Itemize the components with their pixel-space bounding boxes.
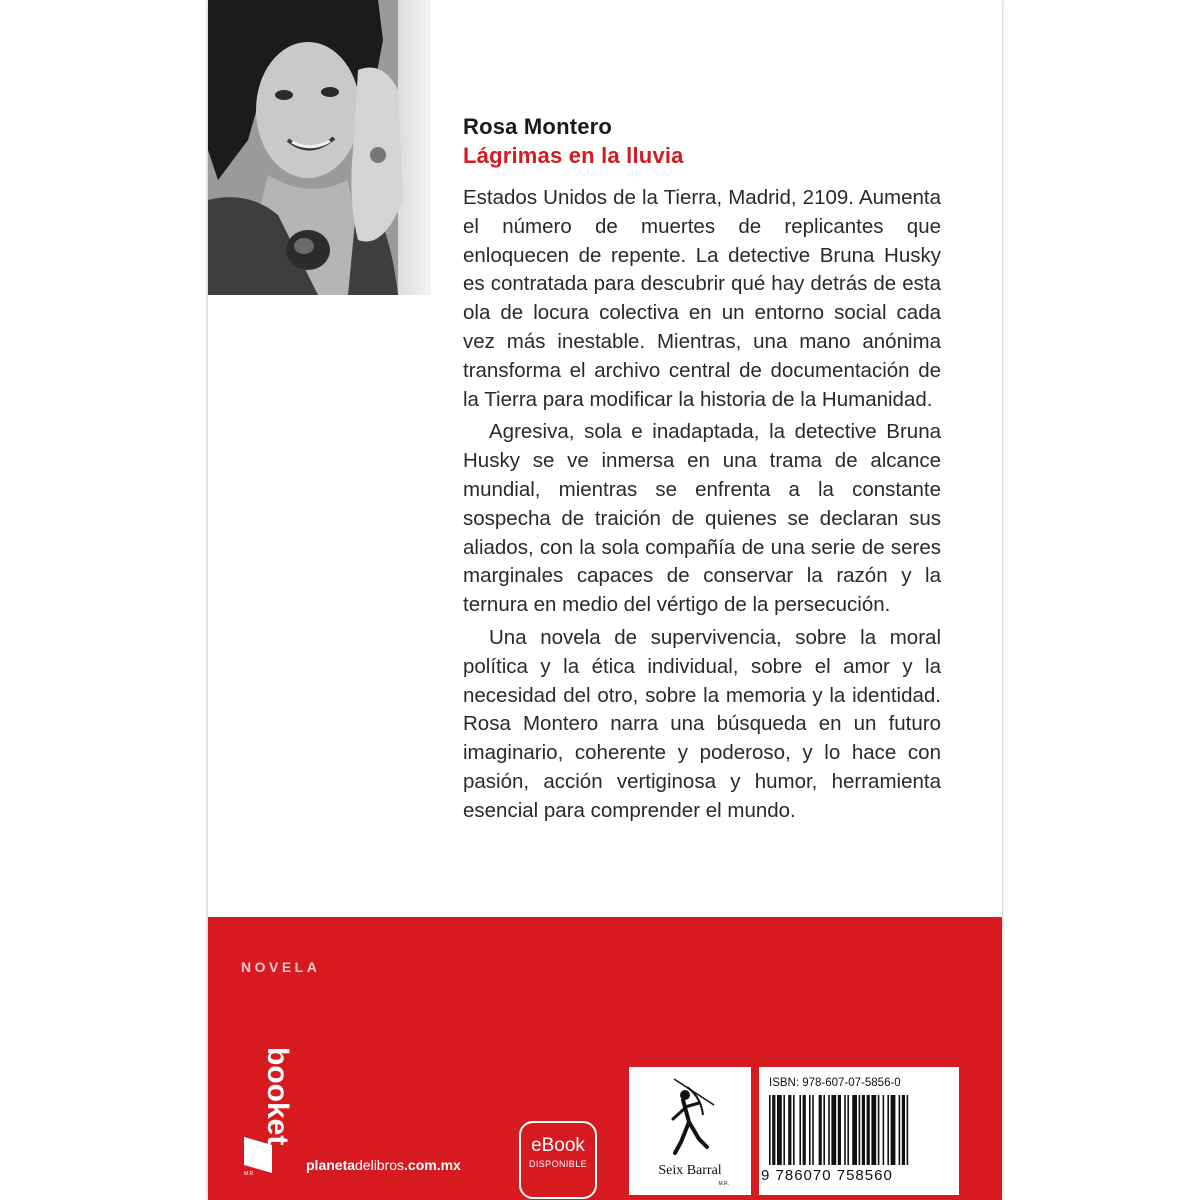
barcode-bar xyxy=(809,1095,811,1165)
barcode-bar xyxy=(899,1095,901,1165)
ebook-available-label: DISPONIBLE xyxy=(528,1159,588,1169)
barcode-bar xyxy=(852,1095,857,1165)
barcode-bar xyxy=(891,1095,896,1165)
website-part-2: delibros xyxy=(355,1157,405,1173)
barcode-bar xyxy=(819,1095,822,1165)
barcode-panel xyxy=(751,1067,959,1195)
barcode-bar xyxy=(838,1095,841,1165)
publisher-trademark: M.R. xyxy=(718,1181,729,1187)
website-part-3: .com.mx xyxy=(404,1157,461,1173)
publisher-name: Seix Barral xyxy=(658,1163,722,1178)
seix-barral-archer-icon xyxy=(629,1067,751,1163)
barcode-number: 9 786070 758560 xyxy=(761,1167,893,1184)
barcode-bar xyxy=(902,1095,905,1165)
barcode-bar xyxy=(793,1095,795,1165)
author-name: Rosa Montero xyxy=(463,114,613,139)
barcode-icon xyxy=(769,1095,957,1165)
barcode-bar xyxy=(887,1095,889,1165)
book-back-cover xyxy=(208,0,1002,1200)
synopsis-paragraph-2: Agresiva, sola e inadaptada, la detective Bruna Husky se ve inmersa en una trama de alcance mundial, mientras se enfrenta a la constante sospecha de traición de quienes se declaran sus aliados, con la sola compañía de una serie de seres marginales capaces de conservar la razón y la ternura en medio del vértigo de la persecución. xyxy=(463,420,941,617)
synopsis xyxy=(463,184,941,830)
genre-label: NOVELA xyxy=(241,959,321,975)
booket-logo-icon xyxy=(236,1047,294,1182)
barcode-bar xyxy=(803,1095,806,1165)
author-photo xyxy=(208,0,431,295)
barcode-bar xyxy=(769,1095,771,1165)
booket-trademark: M.R. xyxy=(244,1171,255,1177)
barcode-bar xyxy=(788,1095,791,1165)
barcode-bar xyxy=(867,1095,870,1165)
book-title: Lágrimas en la lluvia xyxy=(463,143,684,168)
barcode-bar xyxy=(871,1095,876,1165)
barcode-bar xyxy=(777,1095,782,1165)
barcode-bar xyxy=(828,1095,830,1165)
barcode-bar xyxy=(812,1095,814,1165)
synopsis-paragraph-1: Estados Unidos de la Tierra, Madrid, 2109. Aumenta el número de muertes de replicantes que enloquecen de repente. La detective Bruna Husky es contratada para descubrir qué hay detrás de esta ola de locura colectiva en un entorno social cada vez más inestable. Mientras, una mano anónima transforma el archivo central de documentación de la Tierra para modificar la historia de la Humanidad. xyxy=(463,186,941,411)
website-part-1: planeta xyxy=(306,1157,356,1173)
booket-logo-text: booket xyxy=(261,1047,294,1146)
barcode-bar xyxy=(862,1095,865,1165)
barcode-bar xyxy=(859,1095,861,1165)
barcode-bar xyxy=(772,1095,775,1165)
barcode-bar xyxy=(847,1095,849,1165)
synopsis-paragraph-3: Una novela de supervivencia, sobre la moral política y la ética individual, sobre el amor y la necesidad del otro, sobre la memoria y la identidad. Rosa Montero narra una búsqueda en un futuro imaginario, coherente y poderoso, y lo hace con pasión, acción vertiginosa y humor, herramienta esencial para comprender el mundo. xyxy=(463,625,941,822)
barcode-bar xyxy=(907,1095,909,1165)
isbn-label: ISBN: 978-607-07-5856-0 xyxy=(769,1077,901,1089)
ebook-badge xyxy=(519,1121,597,1199)
barcode-bar xyxy=(844,1095,846,1165)
barcode-bar xyxy=(883,1095,885,1165)
barcode-bar xyxy=(831,1095,836,1165)
barcode-bar xyxy=(783,1095,785,1165)
barcode-bar xyxy=(823,1095,825,1165)
website-link[interactable] xyxy=(306,1157,461,1173)
barcode-bar xyxy=(878,1095,880,1165)
barcode-bar xyxy=(799,1095,801,1165)
footer-band xyxy=(208,917,1002,1200)
publisher-logo xyxy=(629,1067,751,1195)
ebook-label: eBook xyxy=(531,1135,585,1156)
